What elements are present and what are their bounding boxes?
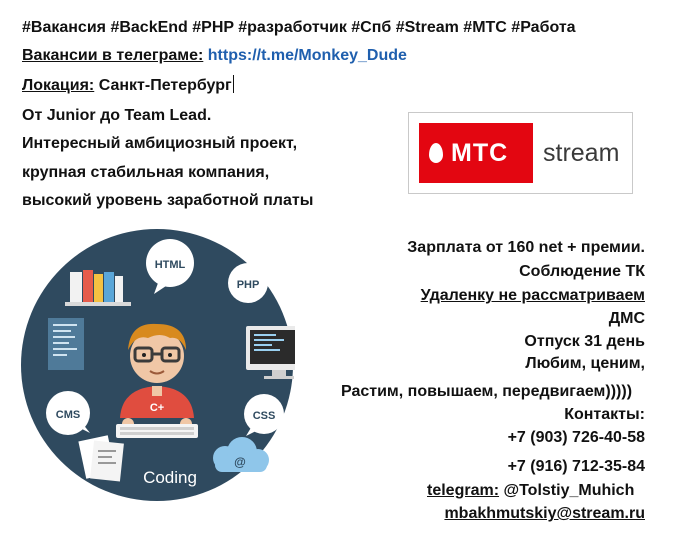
php-bubble-icon bbox=[228, 263, 268, 303]
tk-text: Соблюдение ТК bbox=[519, 263, 645, 280]
grow-text: Растим, повышаем, передвигаем))))) bbox=[341, 383, 633, 400]
dms-text: ДМС bbox=[608, 310, 645, 327]
mts-red-block bbox=[419, 123, 533, 183]
location-line bbox=[22, 75, 234, 96]
location-value: Санкт-Петербург bbox=[98, 77, 232, 94]
stream-product-text: stream bbox=[543, 139, 620, 167]
mts-brand-text: МТС bbox=[451, 139, 509, 167]
hashtags: #Вакансия #BackEnd #PHP #разработчик #Спб #Stream #МТС #Работа bbox=[22, 19, 576, 36]
css-label: CSS bbox=[252, 410, 276, 422]
location-label: Локация: bbox=[22, 77, 95, 94]
telegram-contact-line bbox=[427, 481, 634, 501]
telegram-contact-value[interactable]: @Tolstiy_Muhich bbox=[503, 482, 635, 499]
contacts-title: Контакты: bbox=[564, 406, 645, 423]
mts-stream-logo bbox=[408, 112, 633, 194]
phone-1[interactable]: +7 (903) 726-40-58 bbox=[507, 429, 645, 446]
telegram-contact-label: telegram: bbox=[427, 482, 500, 499]
text-cursor bbox=[233, 75, 234, 93]
cms-label: CMS bbox=[55, 409, 81, 421]
salary-text: Зарплата от 160 net + премии. bbox=[407, 239, 645, 256]
mts-egg-icon bbox=[429, 143, 443, 163]
remote-text: Удаленку не рассматриваем bbox=[420, 287, 645, 304]
telegram-channel-link[interactable]: https://t.me/Monkey_Dude bbox=[207, 47, 407, 64]
level-text: От Junior до Team Lead. bbox=[22, 107, 212, 124]
code-document-icon bbox=[48, 318, 84, 370]
intro-line-1: Интересный амбициозный проект, bbox=[22, 135, 298, 152]
coding-label: Coding bbox=[143, 468, 197, 487]
shirt-label: C+ bbox=[149, 402, 165, 414]
html-label: HTML bbox=[154, 259, 186, 271]
love-text: Любим, ценим, bbox=[525, 355, 645, 372]
telegram-channel-label: Вакансии в телеграме: bbox=[22, 47, 204, 64]
at-label: @ bbox=[234, 455, 246, 469]
cms-bubble-icon bbox=[46, 391, 90, 435]
email-link[interactable]: mbakhmutskiy@stream.ru bbox=[444, 505, 645, 522]
vacation-text: Отпуск 31 день bbox=[524, 333, 645, 350]
telegram-channel-line bbox=[22, 46, 407, 66]
phone-2[interactable]: +7 (916) 712-35-84 bbox=[507, 458, 645, 475]
php-label: PHP bbox=[236, 279, 260, 291]
css-bubble-icon bbox=[244, 394, 284, 436]
intro-line-3: высокий уровень заработной платы bbox=[22, 192, 314, 209]
coding-illustration bbox=[20, 228, 295, 503]
intro-line-2: крупная стабильная компания, bbox=[22, 164, 270, 181]
